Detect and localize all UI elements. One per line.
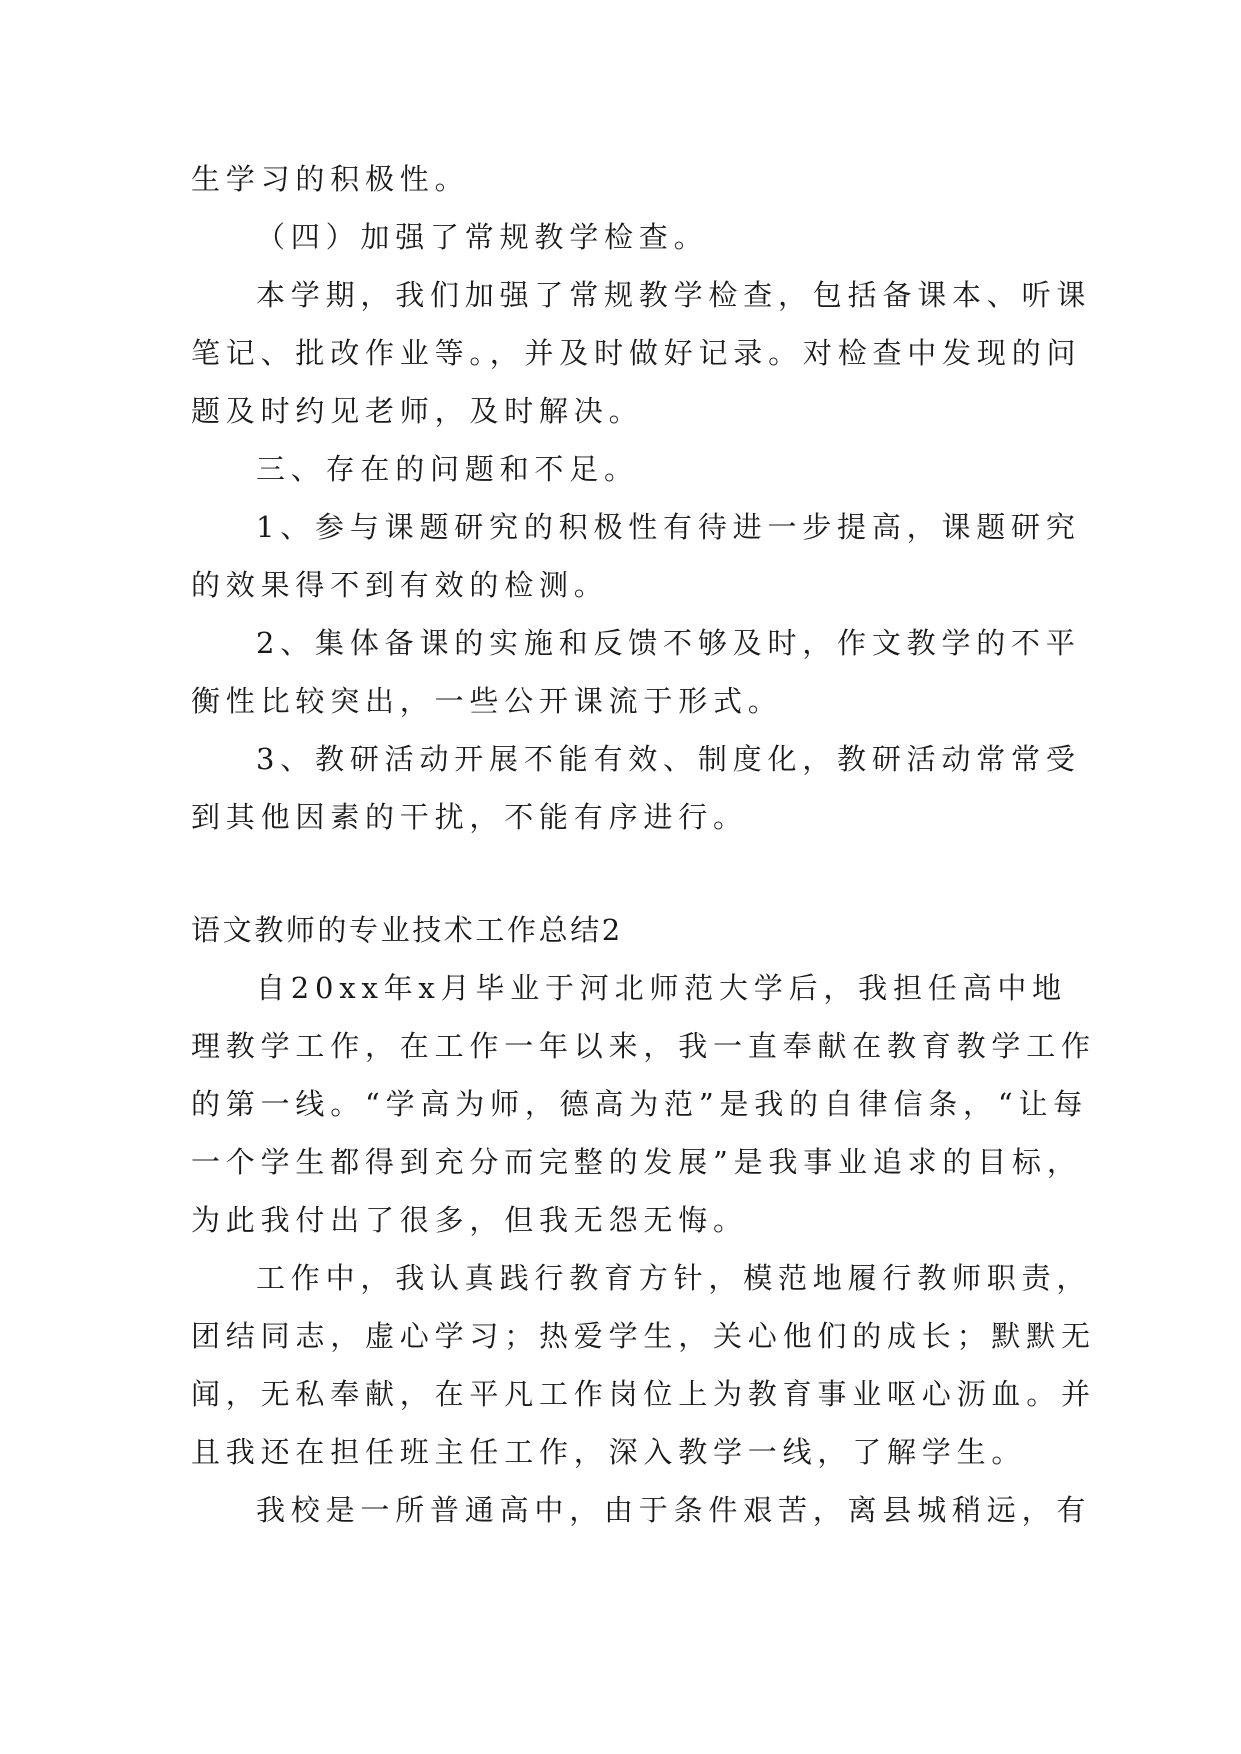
paragraph-line: 自20xx年x月毕业于河北师范大学后，我担任高中地 bbox=[256, 971, 1067, 1005]
section-title: 语文教师的专业技术工作总结2 bbox=[191, 913, 623, 947]
paragraph-line: 笔记、批改作业等。，并及时做好记录。对检查中发现的问 bbox=[191, 336, 1082, 370]
list-item-line: 2、集体备课的实施和反馈不够及时，作文教学的不平 bbox=[256, 626, 1081, 660]
list-item-line: 3、教研活动开展不能有效、制度化，教研活动常常受 bbox=[256, 742, 1081, 776]
paragraph-line: 团结同志，虚心学习；热爱学生，关心他们的成长；默默无 bbox=[191, 1319, 1096, 1353]
paragraph-line: 且我还在担任班主任工作，深入教学一线，了解学生。 bbox=[191, 1435, 1027, 1469]
section-2 bbox=[191, 911, 1096, 1530]
paragraph-line: 生学习的积极性。 bbox=[191, 162, 470, 196]
paragraph-line: 的第一线。“学高为师，德高为范”是我的自律信条，“让每 bbox=[191, 1087, 1089, 1121]
paragraph-line: 理教学工作，在工作一年以来，我一直奉献在教育教学工作 bbox=[191, 1029, 1096, 1063]
paragraph-line: 题及时约见老师，及时解决。 bbox=[191, 394, 644, 428]
paragraph-line: 一个学生都得到充分而完整的发展”是我事业追求的目标， bbox=[191, 1145, 1082, 1179]
subheading-line: 三、存在的问题和不足。 bbox=[256, 452, 639, 486]
list-item-line: 衡性比较突出，一些公开课流于形式。 bbox=[191, 684, 783, 718]
paragraph-line: 闻，无私奉献，在平凡工作岗位上为教育事业呕心沥血。并 bbox=[191, 1377, 1096, 1411]
paragraph-line: 为此我付出了很多，但我无怨无悔。 bbox=[191, 1203, 748, 1237]
paragraph-line: 本学期，我们加强了常规教学检查，包括备课本、听课 bbox=[256, 278, 1092, 312]
section-1 bbox=[191, 160, 1092, 837]
document-page bbox=[191, 160, 1096, 1549]
list-item-line: 1、参与课题研究的积极性有待进一步提高，课题研究 bbox=[256, 510, 1081, 544]
list-item-line: 的效果得不到有效的检测。 bbox=[191, 568, 609, 602]
list-item-line: 到其他因素的干扰，不能有序进行。 bbox=[191, 800, 748, 834]
paragraph-line: 工作中，我认真践行教育方针，模范地履行教师职责， bbox=[256, 1261, 1092, 1295]
paragraph-line: 我校是一所普通高中，由于条件艰苦，离县城稍远，有 bbox=[256, 1493, 1092, 1527]
subheading-line: （四）加强了常规教学检查。 bbox=[256, 220, 709, 254]
